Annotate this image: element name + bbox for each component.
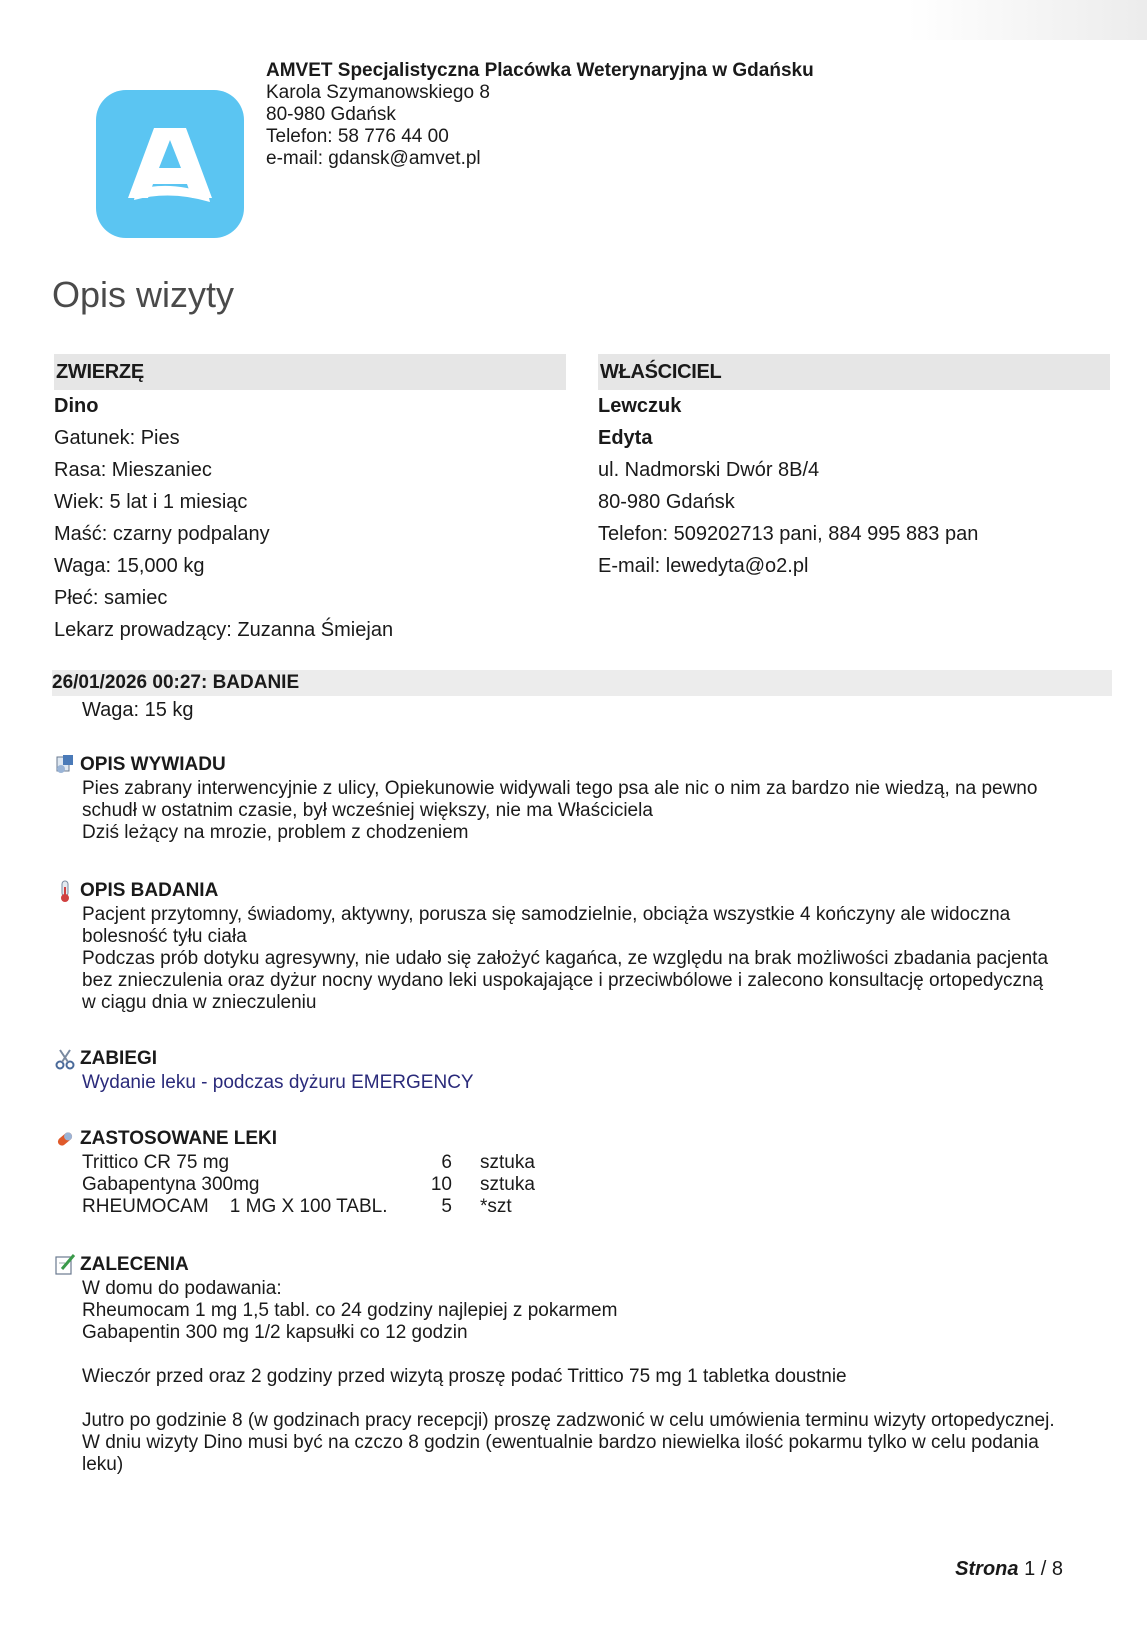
animal-species: Gatunek: Pies xyxy=(54,427,180,449)
recommendation-line: W domu do podawania: xyxy=(82,1278,282,1299)
examination-line: Podczas prób dotyku agresywny, nie udało się założyć kagańca, ze względu na brak możliwości zbadania pacjenta xyxy=(82,948,1049,969)
interview-line: Pies zabrany interwencyjnie z ulicy, Opiekunowie widywali tego psa ale nic o nim za bardzo nie wiedzą, na pewno xyxy=(82,778,1038,799)
page-total: / 8 xyxy=(1040,1558,1063,1580)
interview-line: Dziś leżący na mrozie, problem z chodzeniem xyxy=(82,822,469,843)
recommendations-header xyxy=(54,1252,1114,1278)
scissors-icon xyxy=(54,1047,76,1071)
medications-section xyxy=(54,1126,1114,1218)
interview-section xyxy=(54,752,1114,844)
animal-heading: ZWIERZĘ xyxy=(54,354,566,390)
owner-phone: Telefon: 509202713 pani, 884 995 883 pan xyxy=(598,523,979,545)
interview-heading: OPIS WYWIADU xyxy=(80,754,226,775)
med-name: Gabapentyna 300mg xyxy=(82,1174,260,1195)
table-row xyxy=(82,1196,535,1218)
examination-line: w ciągu dnia w znieczuleniu xyxy=(82,992,317,1013)
procedures-list xyxy=(54,1072,1114,1094)
recommendation-line: Wieczór przed oraz 2 godziny przed wizytą proszę podać Trittico 75 mg 1 tabletka doustnie xyxy=(82,1366,847,1387)
animal-color: Maść: czarny podpalany xyxy=(54,523,270,545)
recommendation-line: Gabapentin 300 mg 1/2 kapsułki co 12 godzin xyxy=(82,1322,468,1343)
owner-heading: WŁAŚCICIEL xyxy=(598,354,1110,390)
procedures-header xyxy=(54,1046,1114,1072)
clinic-phone: Telefon: 58 776 44 00 xyxy=(266,126,449,147)
examination-header xyxy=(54,878,1114,904)
animal-vet: Lekarz prowadzący: Zuzanna Śmiejan xyxy=(54,619,394,641)
interview-notes-icon xyxy=(54,753,76,777)
medications-heading: ZASTOSOWANE LEKI xyxy=(80,1128,278,1149)
examination-heading: OPIS BADANIA xyxy=(80,880,219,901)
clinic-info xyxy=(266,60,814,170)
recommendations-heading: ZALECENIA xyxy=(80,1254,189,1275)
recommendation-line: W dniu wizyty Dino musi być na czczo 8 godzin (ewentualnie bardzo niewielka ilość pokarmu tylko w celu podania xyxy=(82,1432,1039,1453)
page-number xyxy=(955,1558,1063,1581)
procedures-heading: ZABIEGI xyxy=(80,1048,158,1069)
recommendation-line: Rheumocam 1 mg 1,5 tabl. co 24 godziny najlepiej z pokarmem xyxy=(82,1300,618,1321)
exam-weight: Waga: 15 kg xyxy=(82,699,194,721)
med-qty: 10 xyxy=(430,1174,452,1195)
page-label: Strona xyxy=(955,1558,1019,1580)
exam-heading: 26/01/2026 00:27: BADANIE xyxy=(52,670,1112,696)
edit-note-icon xyxy=(54,1253,76,1277)
med-unit: sztuka xyxy=(480,1174,535,1195)
owner-surname: Lewczuk xyxy=(598,395,682,417)
logo-a-icon xyxy=(96,90,244,238)
animal-breed: Rasa: Mieszaniec xyxy=(54,459,212,481)
blank-line xyxy=(82,1344,1114,1366)
examination-line: bez znieczulenia oraz dyżur nocny wydano leki uspokajające i przeciwbólowe i zalecono konsultację ortopedyczną xyxy=(82,970,1044,991)
examination-text xyxy=(54,904,1114,1014)
med-name: Trittico CR 75 mg xyxy=(82,1152,230,1173)
med-unit: *szt xyxy=(480,1196,512,1217)
med-unit: sztuka xyxy=(480,1152,535,1173)
page-shadow xyxy=(907,0,1147,40)
owner-section xyxy=(598,354,1110,582)
document-title: Opis wizyty xyxy=(52,274,235,315)
examination-line: Pacjent przytomny, świadomy, aktywny, porusza się samodzielnie, obciąża wszystkie 4 kończyny ale widoczna xyxy=(82,904,1011,925)
owner-city: 80-980 Gdańsk xyxy=(598,491,735,513)
recommendation-line: leku) xyxy=(82,1454,124,1475)
med-qty: 6 xyxy=(441,1152,452,1173)
examination-line: bolesność tyłu ciała xyxy=(82,926,247,947)
table-row xyxy=(82,1152,535,1174)
clinic-street: Karola Szymanowskiego 8 xyxy=(266,82,490,103)
table-row xyxy=(82,1174,535,1196)
med-name: RHEUMOCAM 1 MG X 100 TABL. xyxy=(82,1196,388,1217)
examination-section xyxy=(54,878,1114,1014)
owner-firstname: Edyta xyxy=(598,427,653,449)
clinic-city: 80-980 Gdańsk xyxy=(266,104,396,125)
animal-age: Wiek: 5 lat i 1 miesiąc xyxy=(54,491,248,513)
thermometer-icon xyxy=(54,879,76,903)
clinic-name: AMVET Specjalistyczna Placówka Weterynaryjna w Gdańsku xyxy=(266,60,814,81)
interview-header xyxy=(54,752,1114,778)
pill-icon xyxy=(54,1127,76,1151)
medications-list xyxy=(54,1152,1114,1218)
blank-line xyxy=(82,1388,1114,1410)
medications-table xyxy=(82,1152,535,1218)
animal-section xyxy=(54,354,566,646)
clinic-email: e-mail: gdansk@amvet.pl xyxy=(266,148,481,169)
animal-sex: Płeć: samiec xyxy=(54,587,168,609)
page-current: 1 xyxy=(1024,1558,1036,1580)
animal-weight: Waga: 15,000 kg xyxy=(54,555,205,577)
recommendation-line: Jutro po godzinie 8 (w godzinach pracy recepcji) proszę zadzwonić w celu umówienia terminu wizyty ortopedycznej. xyxy=(82,1410,1055,1431)
medications-header xyxy=(54,1126,1114,1152)
owner-street: ul. Nadmorski Dwór 8B/4 xyxy=(598,459,820,481)
recommendations-text xyxy=(54,1278,1114,1476)
interview-line: schudł w ostatnim czasie, był wcześniej większy, nie ma Właściciela xyxy=(82,800,653,821)
procedure-item[interactable]: Wydanie leku - podczas dyżuru EMERGENCY xyxy=(82,1072,474,1093)
interview-text xyxy=(54,778,1114,844)
procedures-section xyxy=(54,1046,1114,1094)
owner-email: E-mail: lewedyta@o2.pl xyxy=(598,555,809,577)
recommendations-section xyxy=(54,1252,1114,1476)
med-qty: 5 xyxy=(441,1196,452,1217)
animal-name: Dino xyxy=(54,395,99,417)
clinic-logo xyxy=(96,90,244,238)
